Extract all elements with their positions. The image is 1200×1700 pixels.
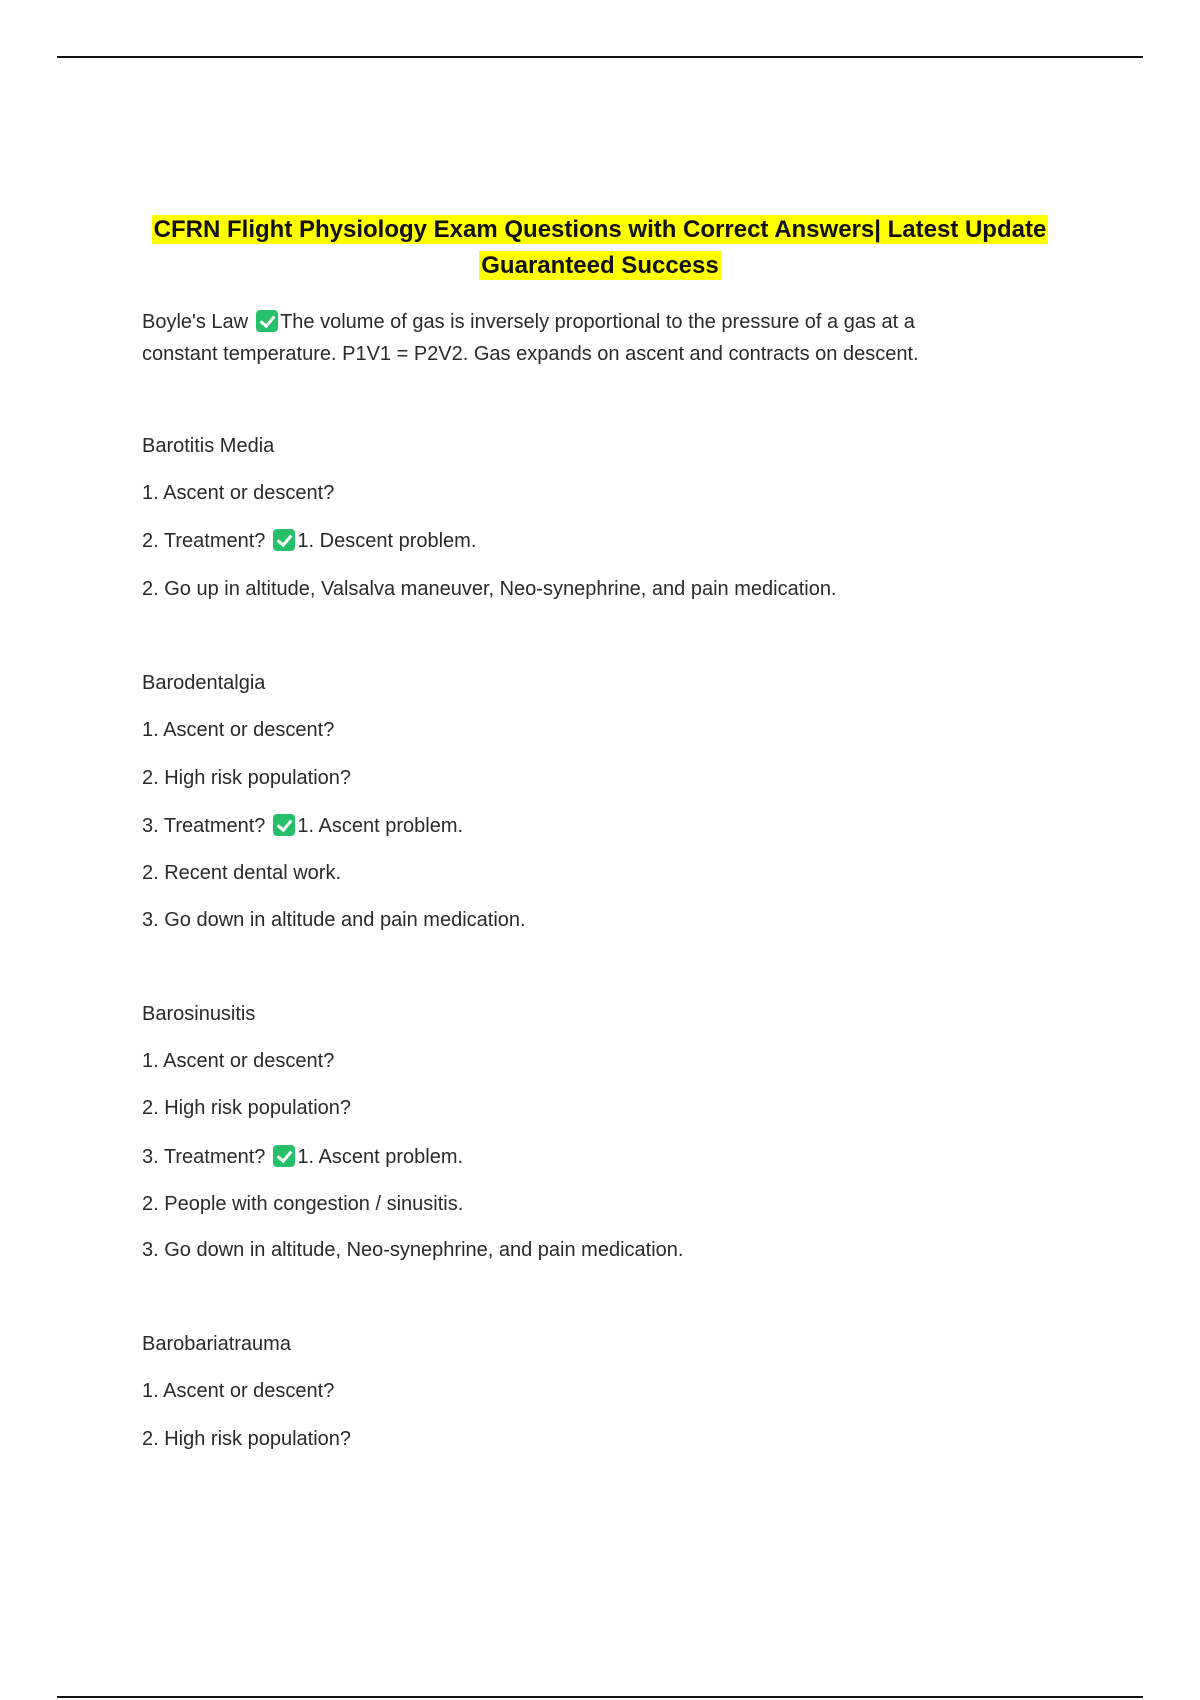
barobariatrauma-term: Barobariatrauma bbox=[142, 1333, 291, 1355]
barotitis-q2-line bbox=[142, 527, 476, 555]
answer-text: The volume of gas is inversely proportional to the pressure of a gas at a bbox=[280, 311, 915, 333]
term: Boyle's Law bbox=[142, 311, 249, 333]
answer-text: 1. Descent problem. bbox=[297, 530, 477, 552]
barosinusitis-a2: 2. People with congestion / sinusitis. bbox=[142, 1193, 464, 1215]
answer-text: 1. Ascent problem. bbox=[297, 1146, 464, 1168]
answer-text: 1. Ascent problem. bbox=[297, 815, 464, 837]
barobariatrauma-q2: 2. High risk population? bbox=[142, 1428, 352, 1450]
barotitis-q1: 1. Ascent or descent? bbox=[142, 482, 335, 504]
barosinusitis-a3: 3. Go down in altitude, Neo-synephrine, and pain medication. bbox=[142, 1239, 684, 1261]
footer-rule bbox=[57, 1696, 1143, 1698]
barodentalgia-q2: 2. High risk population? bbox=[142, 767, 352, 789]
barosinusitis-q1: 1. Ascent or descent? bbox=[142, 1050, 335, 1072]
check-icon bbox=[273, 1145, 295, 1167]
barosinusitis-q3-line bbox=[142, 1143, 463, 1171]
document-title bbox=[0, 212, 1200, 284]
barodentalgia-term: Barodentalgia bbox=[142, 672, 266, 694]
check-icon bbox=[273, 814, 295, 836]
question-text: 2. Treatment? bbox=[142, 530, 266, 552]
boyles-line-2: constant temperature. P1V1 = P2V2. Gas expands on ascent and contracts on descent. bbox=[142, 343, 919, 365]
check-icon bbox=[273, 529, 295, 551]
header-rule bbox=[57, 56, 1143, 58]
barodentalgia-q3-line bbox=[142, 812, 463, 840]
boyles-line-1 bbox=[142, 306, 1082, 338]
barotitis-term: Barotitis Media bbox=[142, 435, 275, 457]
title-line-1: CFRN Flight Physiology Exam Questions with Correct Answers| Latest Update bbox=[153, 216, 1047, 243]
barotitis-a2: 2. Go up in altitude, Valsalva maneuver, Neo-synephrine, and pain medication. bbox=[142, 578, 837, 600]
barosinusitis-term: Barosinusitis bbox=[142, 1003, 256, 1025]
barobariatrauma-q1: 1. Ascent or descent? bbox=[142, 1380, 335, 1402]
barodentalgia-a2: 2. Recent dental work. bbox=[142, 862, 341, 884]
title-line-2: Guaranteed Success bbox=[481, 252, 719, 279]
question-text: 3. Treatment? bbox=[142, 815, 266, 837]
barodentalgia-a3: 3. Go down in altitude and pain medication. bbox=[142, 909, 526, 931]
barodentalgia-q1: 1. Ascent or descent? bbox=[142, 719, 335, 741]
barosinusitis-q2: 2. High risk population? bbox=[142, 1097, 352, 1119]
question-text: 3. Treatment? bbox=[142, 1146, 266, 1168]
check-icon bbox=[256, 310, 278, 332]
qa-boyles-law bbox=[142, 306, 1082, 370]
